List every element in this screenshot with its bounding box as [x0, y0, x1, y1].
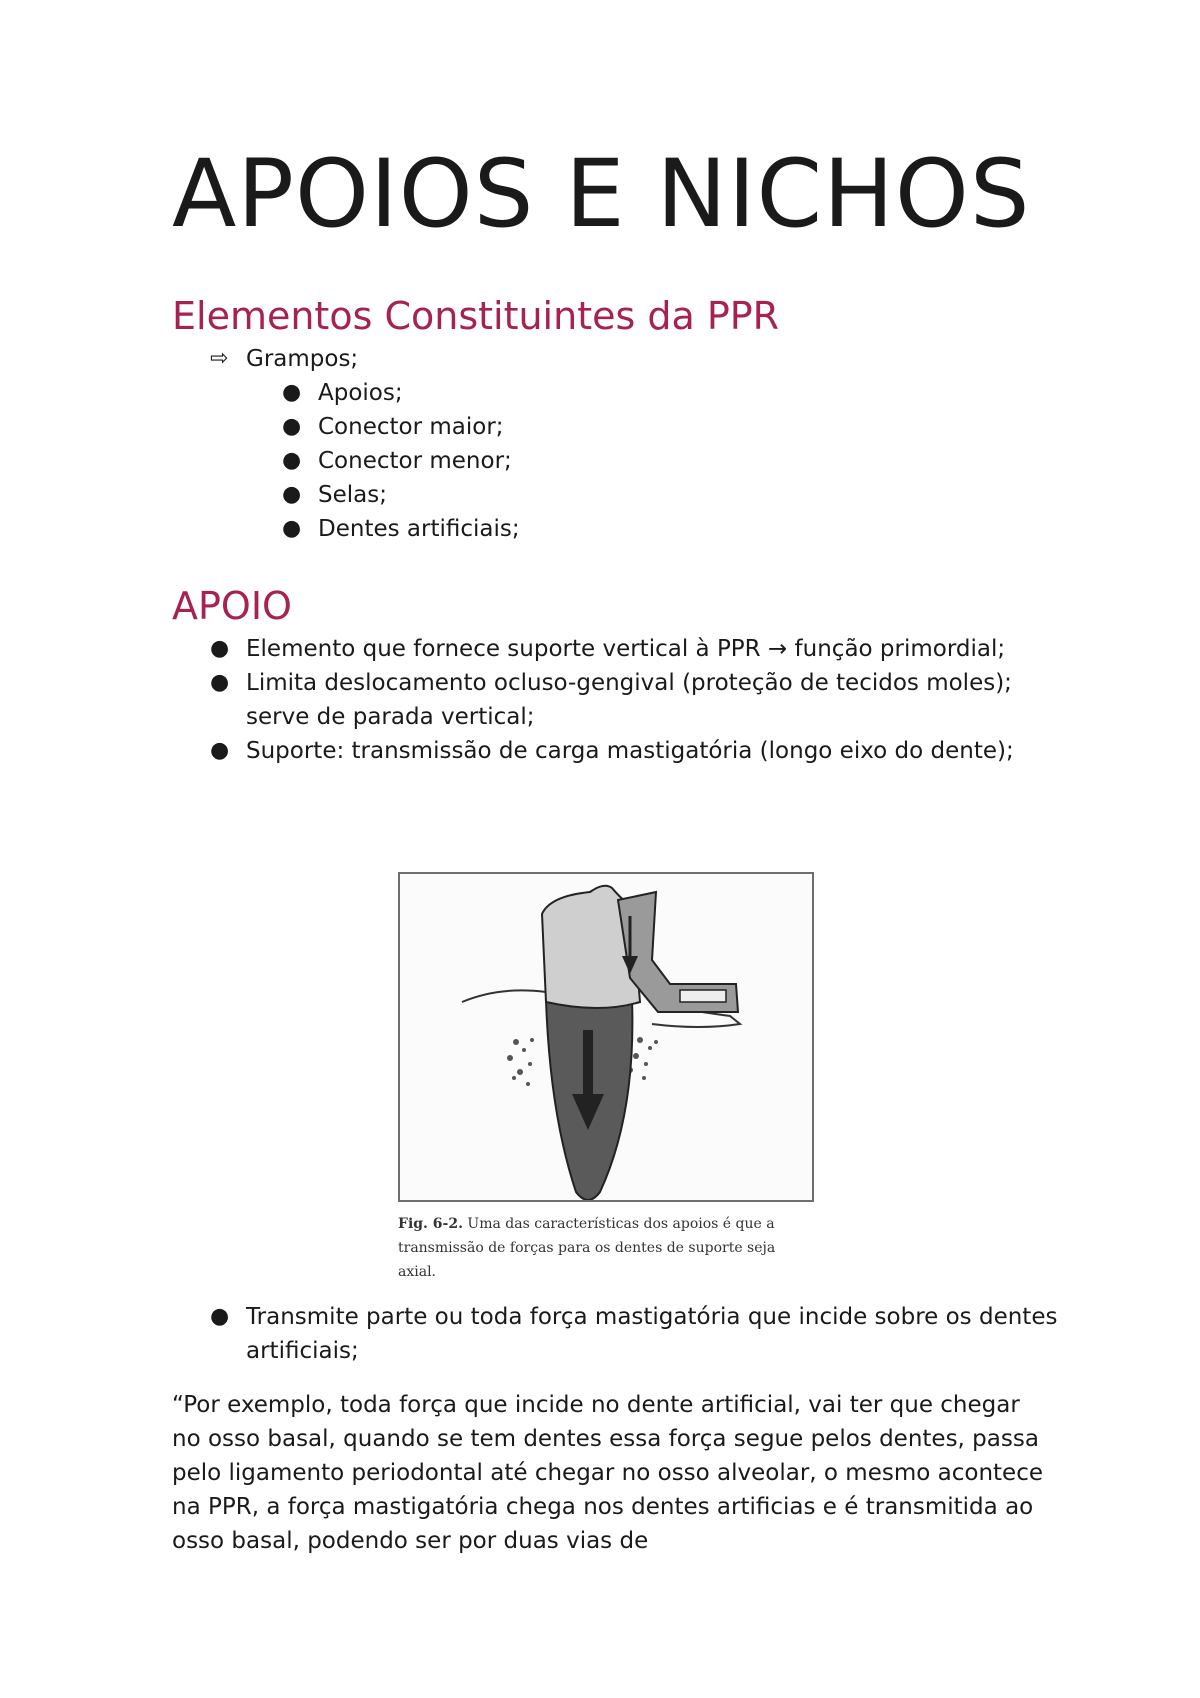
section-heading-apoio: APOIO: [172, 584, 292, 628]
list-item: [282, 478, 520, 512]
bullet-list-transmite: [210, 1300, 1060, 1368]
list-item: [282, 512, 520, 546]
list-item: [210, 666, 1030, 734]
list-item-text: Apoios;: [318, 380, 403, 406]
bullet-dot-icon: ●: [210, 636, 230, 661]
list-item-text: Transmite parte ou toda força mastigatória que incide sobre os dentes artificiais;: [246, 1304, 1058, 1364]
bullet-dot-icon: ●: [210, 670, 230, 695]
list-item: [210, 342, 358, 376]
tooth-rest-diagram: [400, 874, 812, 1200]
bullet-dot-icon: ●: [282, 482, 302, 507]
list-item: [282, 376, 520, 410]
list-item-text: Dentes artificiais;: [318, 516, 520, 542]
list-item: [210, 632, 1030, 666]
list-item-text: Elemento que fornece suporte vertical à PPR → função primordial;: [246, 636, 1006, 662]
bullet-dot-icon: ●: [282, 516, 302, 541]
list-item-text: Limita deslocamento ocluso-gengival (proteção de tecidos moles); serve de parada vertical;: [246, 670, 1012, 730]
list-item: [282, 410, 520, 444]
tooth-figure: [398, 872, 814, 1280]
list-item: [210, 734, 1030, 768]
caption-label: Fig. 6-2.: [398, 1216, 463, 1232]
list-item-text: Conector maior;: [318, 414, 504, 440]
bullet-dot-icon: ●: [282, 448, 302, 473]
arrow-list: [210, 342, 358, 376]
example-paragraph: “Por exemplo, toda força que incide no dente artificial, vai ter que chegar no osso basal, quando se tem dentes essa força segue pelos dentes, passa pelo ligamento periodontal até chegar no osso alveolar, o mesmo acontece na PPR, a força mastigatória chega nos dentes artificias e é transmitida ao osso basal, podendo ser por duas vias de: [172, 1392, 1043, 1554]
list-item-text: Suporte: transmissão de carga mastigatória (longo eixo do dente);: [246, 738, 1014, 764]
list-item: [210, 1300, 1060, 1368]
list-item-text: Conector menor;: [318, 448, 512, 474]
bullet-dot-icon: ●: [282, 380, 302, 405]
outline-right-arrow-icon: ⇨: [210, 346, 229, 371]
section-heading-elementos: Elementos Constituintes da PPR: [172, 294, 780, 338]
bullet-dot-icon: ●: [210, 738, 230, 763]
caption-text: Uma das características dos apoios é que a transmissão de forças para os dentes de suporte seja axial.: [398, 1216, 776, 1280]
bullet-list-components: [282, 376, 520, 546]
tooth-illustration: [398, 872, 814, 1202]
list-item-text: Selas;: [318, 482, 387, 508]
bullet-dot-icon: ●: [210, 1304, 230, 1329]
bullet-dot-icon: ●: [282, 414, 302, 439]
figure-caption: [398, 1212, 814, 1284]
page-title: APOIOS E NICHOS: [172, 140, 1031, 249]
list-item: [282, 444, 520, 478]
list-item-text: Grampos;: [246, 346, 359, 372]
bullet-list-apoio: [210, 632, 1030, 768]
